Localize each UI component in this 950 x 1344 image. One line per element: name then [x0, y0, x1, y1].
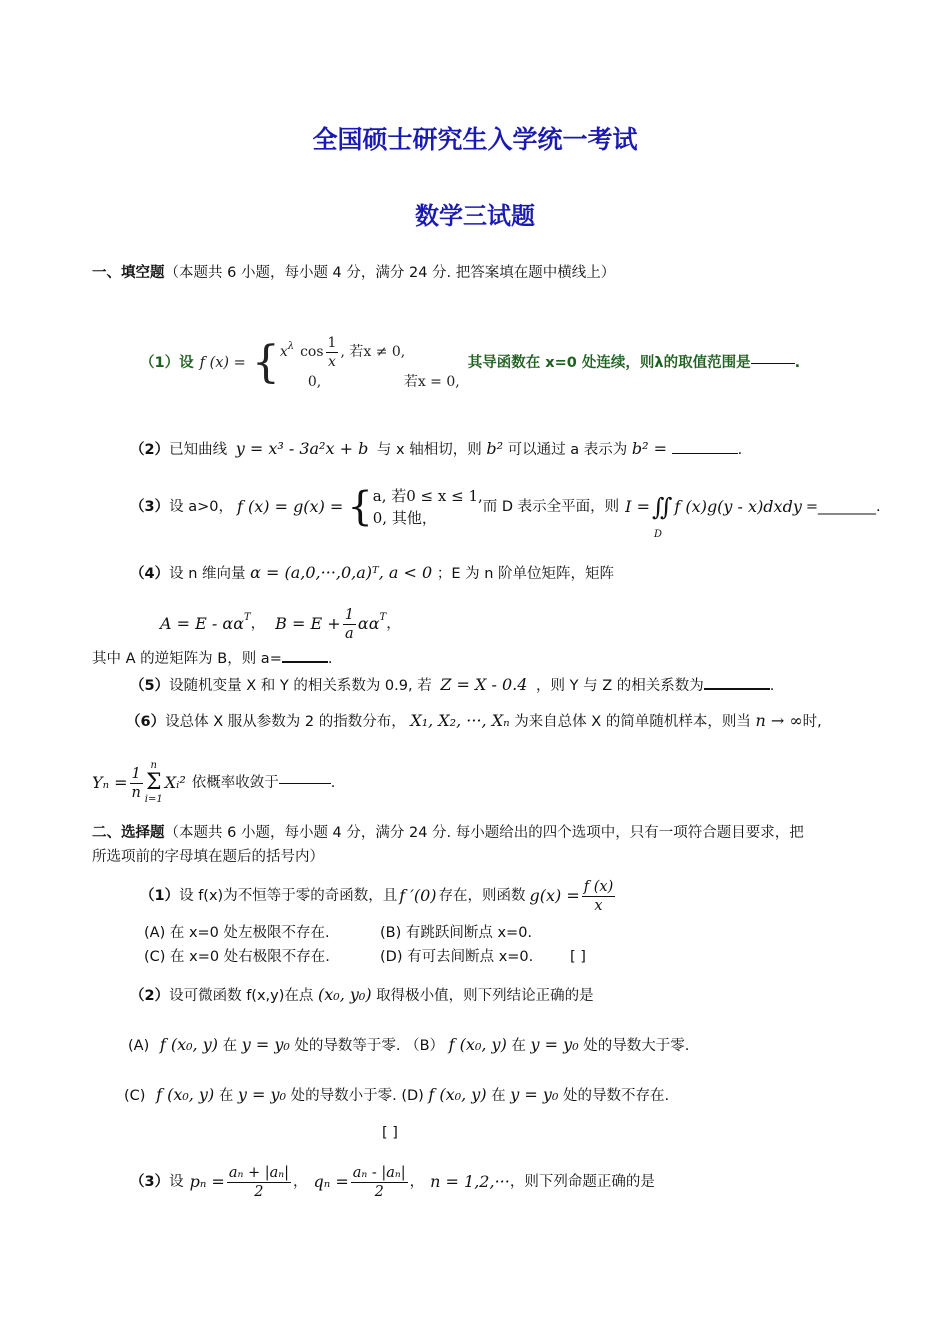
denominator: 2	[374, 1183, 384, 1200]
q-text: 设总体 X 服从参数为 2 的指数分布，	[165, 714, 406, 730]
double-integral-icon: ∬ D	[652, 496, 672, 518]
choice-2-row-2	[124, 1084, 669, 1107]
numerator: 1	[131, 765, 141, 782]
q-text: 在	[511, 1038, 526, 1054]
math: 0, 其他，	[372, 509, 437, 527]
condition: 若x = 0,	[403, 373, 460, 390]
q-text: 设 f(x)为不恒等于零的奇函数，且	[179, 888, 398, 904]
q-text: 取得极小值，则下列结论正确的是	[376, 988, 594, 1004]
math: Xᵢ²	[164, 773, 186, 792]
fraction	[343, 606, 356, 643]
denominator: x	[328, 353, 336, 370]
question-6-formula	[92, 758, 335, 808]
q-text: 设	[169, 1174, 184, 1190]
numerator: aₙ + |aₙ|	[228, 1164, 289, 1181]
choice-1	[140, 874, 617, 918]
math: cos	[300, 344, 324, 360]
choice-2-option-b[interactable]	[405, 1035, 690, 1054]
math: b² =	[631, 439, 667, 458]
q-text: 处的导数等于零.	[294, 1038, 401, 1054]
math: b²	[486, 439, 503, 458]
q-text: 设 a>0，	[169, 499, 233, 515]
math: y = y₀	[241, 1035, 290, 1054]
math: Yₙ =	[92, 773, 128, 792]
exam-title: 全国硕士研究生入学统一考试	[312, 125, 638, 154]
answer-blank[interactable]	[672, 453, 738, 454]
answer-bracket[interactable]: [ ]	[382, 1125, 398, 1141]
answer-blank: =________.	[805, 499, 881, 515]
math: α = (a,0,···,0,a)ᵀ, a < 0	[250, 563, 433, 582]
answer-bracket[interactable]: [ ]	[570, 949, 586, 965]
fraction	[582, 878, 615, 915]
fraction	[227, 1164, 291, 1201]
math: 0,	[307, 373, 322, 390]
math: (x₀, y₀)	[318, 985, 372, 1004]
question-4-cont	[92, 648, 332, 670]
math: f (x₀, y)	[159, 1035, 218, 1054]
section-choice-header	[92, 822, 804, 844]
math: I =	[625, 497, 650, 516]
q-text: 依概率收敛于	[191, 775, 279, 791]
option-letter: (C)	[124, 1088, 146, 1104]
math: f (x₀, y)	[448, 1035, 507, 1054]
math: pₙ =	[189, 1172, 225, 1191]
condition: , 若x ≠ 0,	[340, 344, 406, 360]
punct: .	[769, 678, 775, 694]
choice-3: （3） 设 pₙ = $\frac{\text{aₙ + |aₙ|}}{2}$ ， qₙ = $\frac{\text{aₙ - |aₙ|}}{2}$ ， n = 1,2,··· ，则下列命题正确的是	[130, 1164, 655, 1200]
math: n → ∞	[755, 711, 803, 730]
choice-2	[130, 984, 594, 1007]
math-curve: y = x³ - 3a²x + b	[235, 439, 369, 458]
math: T	[379, 612, 387, 623]
punct: .	[327, 651, 333, 667]
q-text: ；E 为 n 阶单位矩阵，矩阵	[436, 566, 615, 582]
sum-upper: n	[150, 760, 157, 771]
math: f (x) = g(x) =	[236, 497, 344, 516]
q-text: ，则下列命题正确的是	[509, 1174, 655, 1190]
q-text: 处的导数小于零.	[290, 1088, 397, 1104]
q-text: 在	[222, 1038, 238, 1054]
section-fill-in-header	[92, 262, 615, 284]
math: B = E +	[275, 614, 341, 633]
choice-2-option-c[interactable]	[124, 1085, 401, 1104]
numerator: 1	[327, 334, 337, 351]
sum-lower: i=1	[144, 794, 163, 805]
question-4	[130, 562, 614, 585]
q-number: （1）设	[140, 355, 194, 371]
q-text: 处的导数大于零.	[583, 1038, 690, 1054]
math: X₁, X₂, ···, Xₙ	[410, 711, 510, 730]
numerator: aₙ - |aₙ|	[352, 1164, 406, 1181]
math: n = 1,2,···	[430, 1172, 510, 1191]
math: λ	[287, 341, 295, 352]
q-text: 设随机变量 X 和 Y 的相关系数为 0.9, 若	[169, 678, 432, 694]
punct: .	[330, 775, 336, 791]
answer-blank[interactable]	[704, 688, 770, 690]
answer-blank[interactable]	[751, 363, 795, 364]
denominator: 2	[254, 1183, 264, 1200]
math: A = E - αα	[160, 614, 244, 633]
choice-1-option-c[interactable]: (C) 在 x=0 处右极限不存在.	[144, 949, 330, 965]
fraction	[130, 765, 143, 802]
q-text: 时,	[802, 714, 822, 730]
q-number: （5）	[130, 678, 170, 694]
math-f: f (x) =	[199, 355, 246, 371]
math: Z = X - 0.4	[440, 675, 528, 694]
q-number: （4）	[130, 566, 170, 582]
q-text: 与 x 轴相切，则	[376, 442, 482, 458]
q-text: 其导函数在 x=0 处连续，则λ的取值范围是	[467, 355, 751, 371]
q-number: （3）	[130, 499, 170, 515]
denominator: x	[594, 897, 603, 914]
math: g(x) =	[529, 886, 580, 905]
brace: {	[251, 337, 280, 388]
question-6	[126, 710, 822, 733]
choice-2-option-a[interactable]	[128, 1035, 405, 1054]
math: x	[279, 344, 288, 360]
section-note: （本题共 6 小题，每小题 4 分，满分 24 分. 每小题给出的四个选项中，只有一项符合题目要求，把	[164, 825, 804, 841]
choice-1-option-b[interactable]: (B) 有跳跃间断点 x=0.	[380, 925, 533, 941]
q-text: 已知曲线	[169, 442, 228, 458]
math: f ′(0)	[399, 886, 437, 905]
answer-blank[interactable]	[279, 783, 331, 784]
math: αα	[357, 614, 380, 633]
q-text: 设 n 维向量	[169, 566, 246, 582]
q-text: 设可微函数 f(x,y)在点	[169, 988, 314, 1004]
choice-1-option-a[interactable]: (A) 在 x=0 处左极限不存在.	[144, 925, 330, 941]
q-number: （2）	[130, 442, 170, 458]
q-text: 可以通过 a 表示为	[507, 442, 628, 458]
math: y = y₀	[530, 1035, 579, 1054]
q-text: 其中 A 的逆矩阵为 B，则 a=	[92, 651, 282, 667]
q-text: 为来自总体 X 的简单随机样本，则当	[514, 714, 751, 730]
numerator: 1	[344, 606, 354, 623]
answer-blank[interactable]	[282, 661, 328, 663]
choice-1-option-d[interactable]: (D) 有可去间断点 x=0.	[380, 949, 534, 965]
math: T	[244, 612, 251, 623]
punct: .	[737, 442, 743, 458]
piecewise	[280, 334, 460, 393]
choice-2-row-1	[128, 1034, 689, 1057]
fraction	[351, 1164, 408, 1201]
math: y = y₀	[510, 1085, 559, 1104]
numerator: f (x)	[583, 878, 614, 895]
integral-domain: D	[653, 529, 663, 540]
question-3	[130, 482, 881, 540]
option-letter: （B）	[405, 1038, 445, 1054]
math: f (x₀, y)	[428, 1085, 487, 1104]
matrix-defs: A = E - αα $^T$ ， B = E + $\frac{1}{a}$ αα $^T$ ，	[160, 606, 401, 642]
brace: {	[347, 484, 373, 530]
question-5	[130, 674, 774, 697]
q-text: 而 D 表示全平面，则	[482, 499, 620, 515]
piecewise	[373, 485, 483, 529]
exam-subtitle: 数学三试题	[415, 202, 535, 230]
q-number: （3）	[130, 1174, 170, 1190]
math: y = y₀	[237, 1085, 286, 1104]
q-number: （6）	[126, 714, 166, 730]
sigma-icon: Σ	[145, 770, 162, 795]
section-note: （本题共 6 小题，每小题 4 分，满分 24 分. 把答案填在题中横线上）	[164, 265, 616, 281]
section-heading: 一、填空题	[92, 265, 165, 281]
q-number: （2）	[130, 988, 170, 1004]
q-number: （1）	[140, 888, 180, 904]
q-text: 存在，则函数	[438, 888, 526, 904]
q-text: 在	[491, 1088, 506, 1104]
option-letter: (D)	[401, 1088, 424, 1104]
section-heading: 二、选择题	[92, 825, 165, 841]
q-text: 在	[218, 1088, 234, 1104]
section-note-2: 所选项前的字母填在题后的括号内）	[92, 849, 324, 865]
q-text: ，则 Y 与 Z 的相关系数为	[536, 678, 704, 694]
q-text: 处的导数不存在.	[562, 1088, 670, 1104]
question-2	[130, 438, 742, 461]
math: a, 若0 ≤ x ≤ 1,	[372, 487, 483, 505]
question-1	[140, 330, 800, 396]
sum-symbol	[145, 760, 163, 806]
denominator: a	[344, 625, 354, 642]
math: f (x₀, y)	[156, 1085, 215, 1104]
option-letter: (A)	[128, 1038, 150, 1054]
fraction	[326, 334, 339, 371]
denominator: n	[131, 784, 141, 801]
punct: .	[794, 355, 801, 371]
math: qₙ =	[313, 1172, 349, 1191]
math: f (x)g(y - x)dxdy	[674, 497, 802, 516]
choice-2-option-d[interactable]	[401, 1085, 670, 1104]
